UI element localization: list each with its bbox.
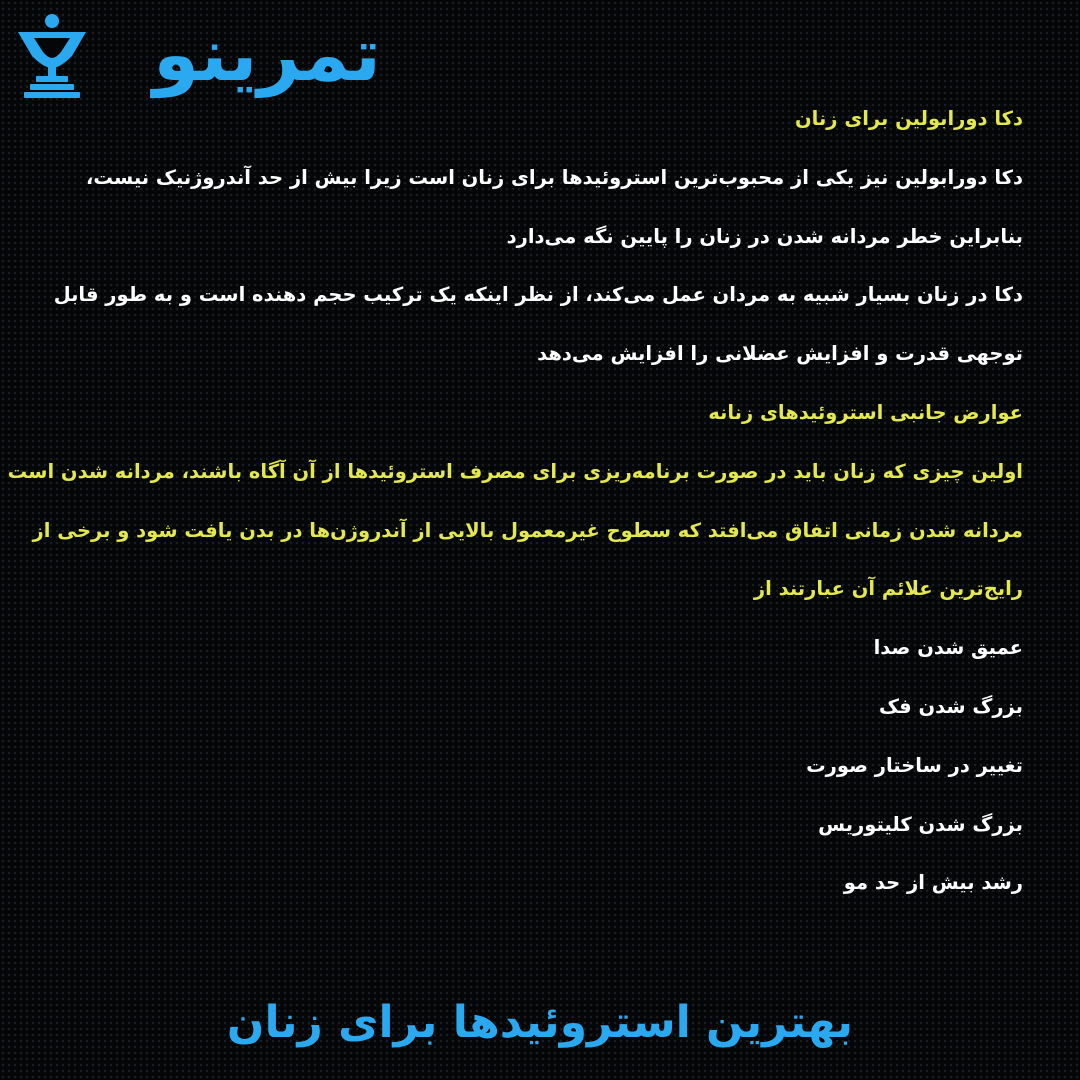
article-line: توجهی قدرت و افزایش عضلانی را افزایش می‌دهد [537,342,1023,366]
article-line: رشد بیش از حد مو [843,871,1023,895]
article-line: اولین چیزی که زنان باید در صورت برنامه‌ریزی برای مصرف استروئیدها از آن آگاه باشند، مردانه شدن است [7,459,1023,483]
article-line: دکا دورابولین نیز یکی از محبوب‌ترین استروئیدها برای زنان است زیرا بیش از حد آندروژنیک نیست، [85,165,1023,189]
article-line: رایج‌ترین علائم آن عبارتند از [753,577,1023,601]
article-line: دکا در زنان بسیار شبیه به مردان عمل می‌کند، از نظر اینکه یک ترکیب حجم دهنده است و به طور قابل [53,283,1023,307]
article-body [7,100,1023,923]
article-line: دکا دورابولین برای زنان [795,107,1023,130]
article-line: عمیق شدن صدا [873,636,1023,660]
article-line: بنابراین خطر مردانه شدن در زنان را پایین نگه می‌دارد [506,224,1023,248]
article-line: تغییر در ساختار صورت [806,753,1023,777]
trophy-chalice-icon [14,12,96,100]
article-line: بزرگ شدن فک [878,694,1023,718]
brand-logo [12,8,442,103]
footer-title: بهترین استروئیدها برای زنان [226,997,854,1048]
article-line: بزرگ شدن کلیتوریس [818,812,1023,836]
article-line: مردانه شدن زمانی اتفاق می‌افتد که سطوح غیرمعمول بالایی از آندروژن‌ها در بدن یافت شود و برخی از [32,518,1023,542]
brand-wordmark: تمرینو [153,12,381,98]
article-line: عوارض جانبی استروئیدهای زنانه [708,400,1023,424]
